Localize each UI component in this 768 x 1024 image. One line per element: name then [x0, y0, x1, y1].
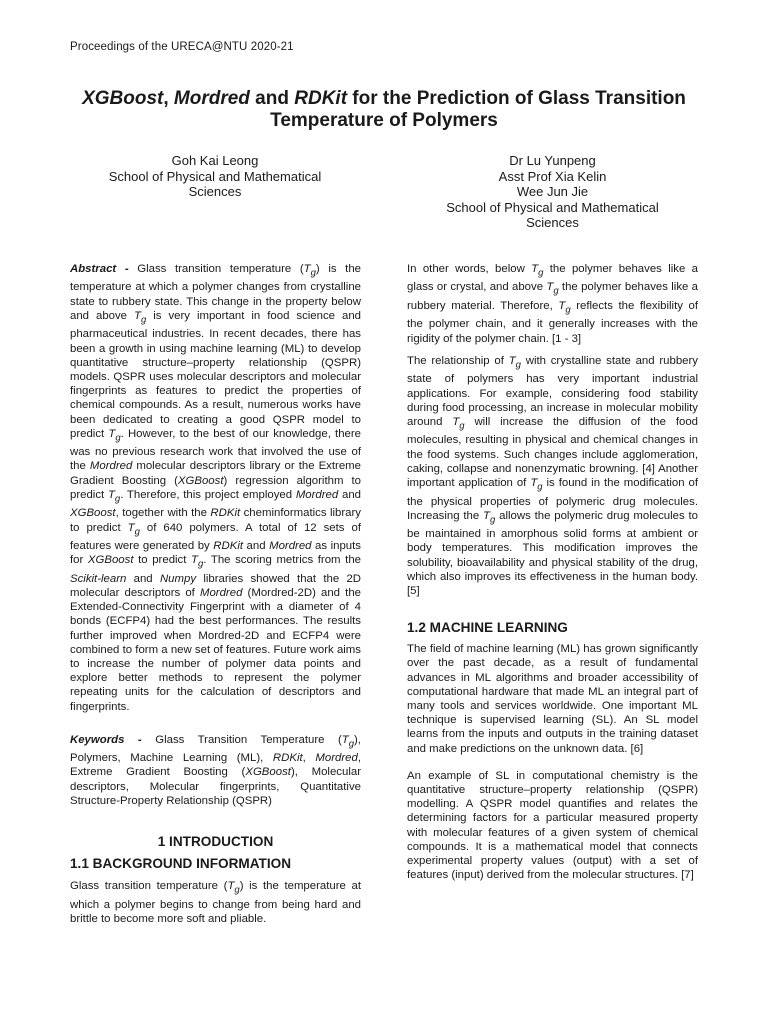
background-paragraph: The relationship of $T_g$ with crystalline state and rubbery state of polymers has very important industrial applications. For example, considering food stability during food processing, an increase in molecular mobility around $T_g$ will increase the diffusion of the food molecules, resulting in physical and chemical changes in the food systems. Such changes include agglomeration, caking, collapse and nonenzymatic browning. [4] Another important application of $T_g$ is found in the modification of the physical properties of polymeric drug molecules. Increasing the $T_g$ allows the polymeric drug molecules to be maintained in amorphous solid forms at ambient or body temperatures. This modification improves the solubility, bioavailability and physical stability of the drug, which also improves its effectiveness in the human body. [5] — [407, 354, 699, 598]
section-heading-introduction: 1 INTRODUCTION — [157, 834, 274, 850]
subsection-heading-background: 1.1 BACKGROUND INFORMATION — [70, 856, 292, 872]
supervisor-name: Wee Jun Jie — [516, 184, 589, 199]
author-block-left — [70, 153, 360, 200]
running-head: Proceedings of the URECA@NTU 2020-21 — [70, 41, 294, 53]
abstract-paragraph: Abstract - Glass transition temperature $(T_g)$ is the temperature at which a polymer changes from crystalline state to rubbery state. This change in the property below and above $T_g$ is very important in food science and pharmaceutical industries. In recent decades, there has been a growth in using machine learning (ML) to develop quantitative structure–property relationship (QSPR) models. QSPR uses molecular descriptors and molecular fingerprints as features to predict the properties of chemical compounds. As a result, numerous works have been dedicated to creating a good QSPR model to predict $T_g$. However, to the best of our knowledge, there was no previous research work that involved the use of the Mordred molecular descriptors library or the Extreme Gradient Boosting (XGBoost) regression algorithm to predict $T_g$. Therefore, this project employed Mordred and XGBoost, together with the RDKit cheminformatics library to predict $T_g$ of 640 polymers. A total of 12 sets of features were generated by RDKit and Mordred as inputs for XGBoost to predict $T_g$. The scoring metrics from the Scikit-learn and Numpy libraries showed that the 2D molecular descriptors of Mordred (Mordred-2D) and the Extended-Connectivity Fingerprint with a diameter of 4 bonds (ECFP4) had the best performances. The results further improved when Mordred-2D and ECFP4 were combined to form a new set of features. Future work aims to increase the number of polymer data points and explore better methods to represent the polymer repeating units for the calculation of descriptors and fingerprints. — [70, 263, 362, 713]
keywords-paragraph: Keywords - Glass Transition Temperature $(T_g)$, Polymers, Machine Learning (ML), RDKit, Mordred, Extreme Gradient Boosting (XGBoost), Molecular descriptors, Molecular fingerprints, Quantitative Structure-Property Relationship (QSPR) — [70, 733, 361, 807]
author-block-right — [405, 153, 700, 231]
supervisor-affiliation: School of Physical and Mathematical — [446, 199, 659, 215]
paper-title: XGBoost, Mordred and RDKit for the Prediction of Glass Transition Temperature of Polymers — [82, 88, 686, 131]
subsection-heading-machine-learning: 1.2 MACHINE LEARNING — [407, 620, 568, 636]
author-affiliation: School of Physical and Mathematical — [108, 168, 322, 184]
supervisor-name: Asst Prof Xia Kelin — [498, 168, 607, 184]
left-column — [70, 262, 361, 926]
author-name: Goh Kai Leong — [171, 153, 259, 168]
ml-paragraph: An example of SL in computational chemistry is the quantitative structure–property relationship (QSPR) modelling. A QSPR model quantifies and relates the determining factors for a particular measured property with molecular features of a given system of chemical compounds. It is a mathematical model that connects experimental property values (output) with a set of features (input) derived from the molecular structures. [7] — [407, 769, 698, 882]
supervisor-affiliation: Sciences — [526, 215, 579, 230]
ml-paragraph: The field of machine learning (ML) has grown significantly over the past decade, as a result of fundamental advances in ML algorithms and broader accessibility of computational hardware that made ML an integral part of many tools and services worldwide. One important ML technique is supervised learning (SL). An SL model learns from the inputs and outputs in the training dataset and make predictions on the unknown data. [6] — [407, 643, 698, 755]
right-column — [407, 262, 698, 882]
supervisor-name: Dr Lu Yunpeng — [509, 153, 596, 168]
background-paragraph: In other words, below $T_g$ the polymer behaves like a glass or crystal, and above $T_g$ the polymer behaves like a rubbery material. Therefore, $T_g$ reflects the flexibility of the polymer chain, and it generally increases with the rigidity of the polymer chain. [1 - 3] — [407, 263, 698, 345]
author-affiliation: Sciences — [188, 184, 242, 199]
intro-paragraph: Glass transition temperature $(T_g)$ is the temperature at which a polymer begins to change from being hard and brittle to become more soft and pliable. — [70, 880, 361, 925]
